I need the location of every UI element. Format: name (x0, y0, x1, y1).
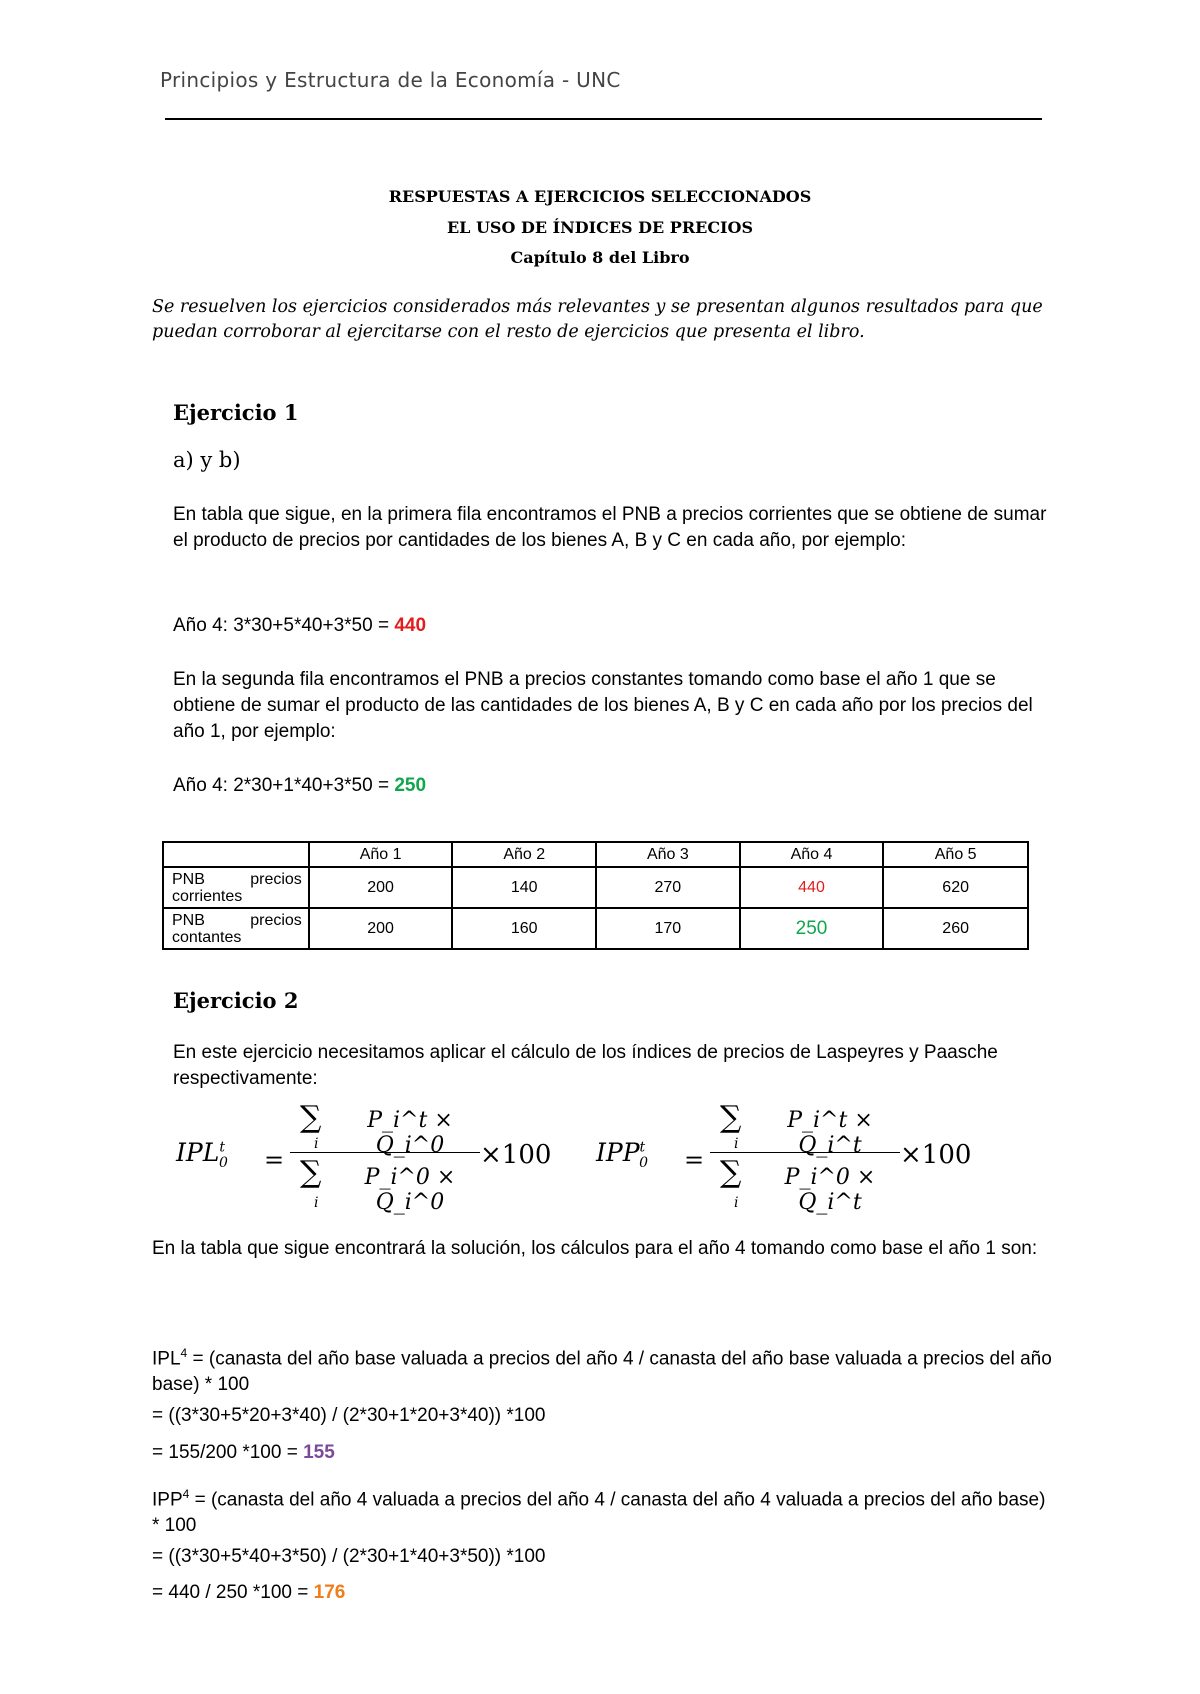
table-header-cell: Año 4 (740, 842, 884, 867)
doc-title-3: Capítulo 8 del Libro (510, 248, 690, 267)
table-row-label: PNB precios contantes (163, 908, 309, 949)
ipl-def-text: = (canasta del año base valuada a precios del año 4 / canasta del año base valuada a precios del año base) * 100 (152, 1348, 1052, 1396)
table-cell: 200 (309, 908, 453, 949)
ipp-denominator (710, 1153, 900, 1215)
ipp-numerator (710, 1096, 900, 1158)
ipp-fraction (710, 1096, 900, 1215)
ipl-calc-2-prefix: = 155/200 *100 = (152, 1442, 304, 1463)
table-cell: 260 (883, 908, 1028, 949)
pnb-table (162, 841, 1029, 950)
ipl-fraction (290, 1096, 480, 1215)
doc-title-2: EL USO DE ÍNDICES DE PRECIOS (446, 218, 754, 237)
example-constant-result: 250 (394, 775, 427, 796)
ipl-calc-2 (152, 1440, 1052, 1466)
sum-icon: ∑ (720, 1100, 742, 1135)
table-row-label: PNB precios corrientes (163, 867, 309, 908)
ipp-numerator-expr: P_i^t × Q_i^t (787, 1108, 873, 1158)
example-constant-prices (173, 773, 1053, 799)
table-header-cell: Año 1 (309, 842, 453, 867)
header-divider (165, 118, 1042, 120)
table-cell: 160 (452, 908, 596, 949)
ipl-def-sup: 4 (180, 1346, 188, 1360)
ipl-calc-1: = ((3*30+5*20+3*40) / (2*30+1*20+3*40)) *100 (152, 1405, 546, 1426)
ipp-label-sup: t (639, 1139, 646, 1156)
ipp-calc-1: = ((3*30+5*40+3*50) / (2*30+1*40+3*50)) *100 (152, 1546, 546, 1567)
example-current-prefix: Año 4: 3*30+5*40+3*50 = (173, 615, 395, 636)
exercise-1-paragraph-1: En tabla que sigue, en la primera fila encontramos el PNB a precios corrientes que se obtiene de sumar el producto de precios por cantidades de los bienes A, B y C en cada año, por ejemplo: (173, 504, 1047, 551)
ipl-numerator (290, 1096, 480, 1158)
table-cell: 170 (596, 908, 740, 949)
ipp-calc-2-prefix: = 440 / 250 *100 = (152, 1582, 314, 1603)
laspeyres-formula (172, 1096, 552, 1216)
example-constant-prefix: Año 4: 2*30+1*40+3*50 = (173, 775, 395, 796)
page-header: Principios y Estructura de la Economía - UNC (160, 68, 621, 92)
ipp-def-text: = (canasta del año 4 valuada a precios del año 4 / canasta del año 4 valuada a precios del año base) * 100 (152, 1489, 1046, 1537)
table-header-cell: Año 2 (452, 842, 596, 867)
table-row (163, 908, 1028, 949)
ipp-factor: ×100 (900, 1140, 972, 1170)
ipl-numerator-expr: P_i^t × Q_i^0 (367, 1108, 453, 1158)
ipl-factor: ×100 (480, 1140, 552, 1170)
ipl-definition (152, 1340, 1052, 1398)
table-header-cell: Año 5 (883, 842, 1028, 867)
exercise-2-heading: Ejercicio 2 (173, 988, 299, 1013)
sum-icon: ∑ (720, 1155, 742, 1190)
table-cell-highlight: 250 (740, 908, 884, 949)
equals-sign: = (684, 1146, 705, 1174)
ipp-def-sup: 4 (182, 1487, 190, 1501)
table-cell: 620 (883, 867, 1028, 908)
sum-index: i (734, 1136, 739, 1152)
table-row (163, 867, 1028, 908)
ipp-definition (152, 1481, 1052, 1539)
exercise-2-paragraph-2: En la tabla que sigue encontrará la solución, los cálculos para el año 4 tomando como base el año 1 son: (152, 1238, 1038, 1259)
sum-index: i (314, 1136, 319, 1152)
sum-icon: ∑ (300, 1155, 322, 1190)
ipl-label-text: IPL (176, 1138, 220, 1167)
exercise-1-heading: Ejercicio 1 (173, 400, 299, 425)
paasche-formula (596, 1096, 972, 1216)
ipp-calc-2 (152, 1580, 1052, 1606)
sum-icon: ∑ (300, 1100, 322, 1135)
ipp-label (596, 1138, 648, 1171)
ipl-denominator-expr: P_i^0 × Q_i^0 (364, 1165, 456, 1215)
sum-index: i (314, 1195, 319, 1211)
table-cell: 140 (452, 867, 596, 908)
example-current-prices (173, 613, 1053, 639)
sum-index: i (734, 1195, 739, 1211)
exercise-1-subheading: a) y b) (173, 448, 241, 472)
intro-paragraph: Se resuelven los ejercicios considerados más relevantes y se presentan algunos resultados para que puedan corroborar al ejercitarse con el resto de ejercicios que presenta el libro. (152, 297, 1043, 342)
ipl-label-sup: t (219, 1139, 225, 1156)
doc-title-1: RESPUESTAS A EJERCICIOS SELECCIONADOS (388, 187, 812, 206)
ipl-denominator (290, 1153, 480, 1215)
table-cell: 270 (596, 867, 740, 908)
ipp-def-label: IPP (152, 1489, 183, 1511)
table-header-row (163, 842, 1028, 867)
ipl-result: 155 (303, 1442, 335, 1463)
equals-sign: = (264, 1146, 285, 1174)
ipl-label-sub: 0 (218, 1155, 228, 1171)
table-header-empty (163, 842, 309, 867)
table-header-cell: Año 3 (596, 842, 740, 867)
table-cell: 200 (309, 867, 453, 908)
ipp-label-sub: 0 (639, 1155, 649, 1171)
exercise-1-paragraph-2: En la segunda fila encontramos el PNB a precios constantes tomando como base el año 1 que se obtiene de sumar el producto de las cantidades de los bienes A, B y C en cada año por los precios del año 1, por ejemplo: (173, 669, 1033, 742)
ipl-def-label: IPL (152, 1348, 181, 1370)
ipp-result: 176 (313, 1582, 346, 1603)
ipl-label (176, 1138, 228, 1171)
table-cell-highlight: 440 (740, 867, 884, 908)
ipp-label-text: IPP (596, 1138, 640, 1167)
ipp-denominator-expr: P_i^0 × Q_i^t (784, 1165, 876, 1215)
exercise-2-paragraph-1: En este ejercicio necesitamos aplicar el cálculo de los índices de precios de Laspeyres y Paasche respectivamente: (173, 1042, 998, 1089)
example-current-result: 440 (394, 615, 427, 636)
